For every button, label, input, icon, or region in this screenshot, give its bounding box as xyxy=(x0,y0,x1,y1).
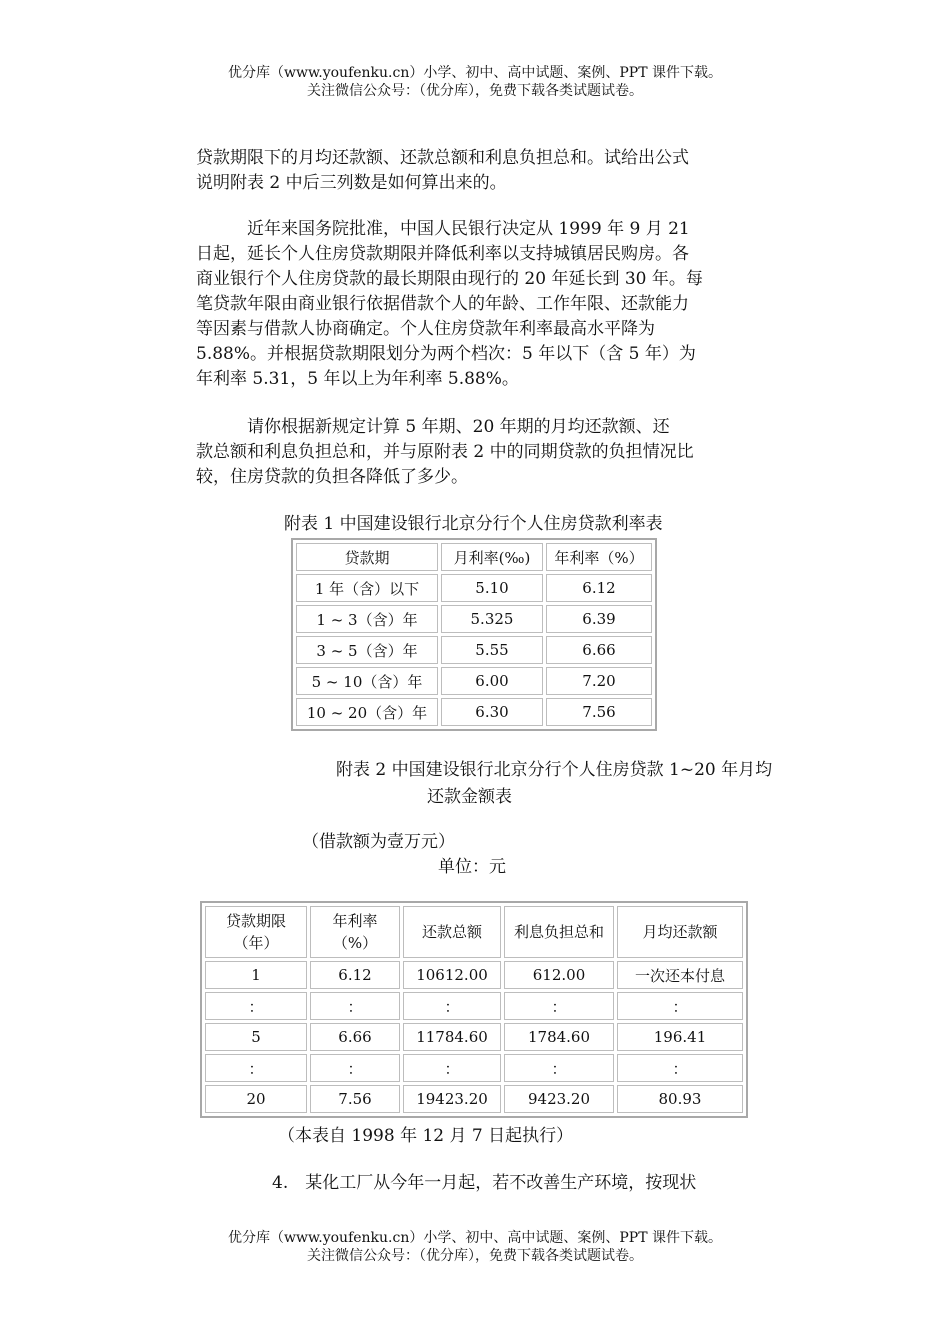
loan-amount-note: （借款额为壹万元） xyxy=(302,832,455,852)
header-cell: 月均还款额 xyxy=(617,906,743,958)
interest-rate-table xyxy=(291,538,657,731)
table-row xyxy=(296,605,652,633)
footer-line-2: 关注微信公众号：（优分库），免费下载各类试题试卷。 xyxy=(307,1248,643,1264)
table-cell: 20 xyxy=(205,1085,307,1113)
text-line: 近年来国务院批准，中国人民银行决定从 1999 年 9 月 21 xyxy=(196,219,690,239)
text-line: 笔贷款年限由商业银行依据借款个人的年龄、工作年限、还款能力 xyxy=(196,294,689,314)
table-cell: 1784.60 xyxy=(504,1023,614,1051)
table-1-caption: 附表 1 中国建设银行北京分行个人住房贷款利率表 xyxy=(284,514,663,534)
table-cell: 10 ~ 20（含）年 xyxy=(296,698,438,726)
table-cell: 9423.20 xyxy=(504,1085,614,1113)
text-line: 较，住房贷款的负担各降低了多少。 xyxy=(196,467,468,487)
table-row xyxy=(296,574,652,602)
header-cell: 利息负担总和 xyxy=(504,906,614,958)
footer-line-1: 优分库（www.youfenku.cn）小学、初中、高中试题、案例、PPT 课件下载。 xyxy=(227,1230,722,1246)
table-cell: 一次还本付息 xyxy=(617,961,743,989)
table-cell: 5 ~ 10（含）年 xyxy=(296,667,438,695)
text-line: 4. 某化工厂从今年一月起，若不改善生产环境，按现状 xyxy=(272,1173,697,1193)
table-cell: 6.66 xyxy=(310,1023,400,1051)
table-cell: 6.12 xyxy=(310,961,400,989)
table-header-row xyxy=(296,543,652,571)
table-cell: 5.55 xyxy=(441,636,543,664)
text-line: 贷款期限下的月均还款额、还款总额和利息负担总和。试给出公式 xyxy=(196,148,689,168)
table-row xyxy=(205,1023,743,1051)
header-cell: 年利率（%） xyxy=(546,543,652,571)
text-line: 商业银行个人住房贷款的最长期限由现行的 20 年延长到 30 年。每 xyxy=(196,269,703,289)
table-cell: 1 xyxy=(205,961,307,989)
table-cell: ： xyxy=(310,992,400,1020)
table-cell: 5.325 xyxy=(441,605,543,633)
page-header xyxy=(0,64,950,100)
table-cell: ： xyxy=(617,1054,743,1082)
header-cell: 年利率 （%） xyxy=(310,906,400,958)
text-line: 5.88%。并根据贷款期限划分为两个档次：5 年以下（含 5 年）为 xyxy=(196,344,696,364)
table-cell: ： xyxy=(403,992,501,1020)
table-row xyxy=(296,698,652,726)
table-cell: ： xyxy=(205,1054,307,1082)
header-cell: 贷款期 xyxy=(296,543,438,571)
table-cell: 7.20 xyxy=(546,667,652,695)
unit-label: 单位：元 xyxy=(438,857,506,877)
paragraph-1 xyxy=(196,146,761,196)
table-row xyxy=(205,1054,743,1082)
table-row xyxy=(296,636,652,664)
table-cell: 5.10 xyxy=(441,574,543,602)
table-cell: ： xyxy=(310,1054,400,1082)
table-row xyxy=(205,961,743,989)
table-cell: 7.56 xyxy=(310,1085,400,1113)
table-cell: 6.12 xyxy=(546,574,652,602)
table-row xyxy=(205,1085,743,1113)
header-line-2: 关注微信公众号：（优分库），免费下载各类试题试卷。 xyxy=(307,83,643,99)
header-line-1: 优分库（www.youfenku.cn）小学、初中、高中试题、案例、PPT 课件下载。 xyxy=(227,65,722,81)
table-cell: 1 ~ 3（含）年 xyxy=(296,605,438,633)
text-line: 等因素与借款人协商确定。个人住房贷款年利率最高水平降为 xyxy=(196,319,655,339)
table-cell: 612.00 xyxy=(504,961,614,989)
table-cell: 6.39 xyxy=(546,605,652,633)
table-cell: ： xyxy=(617,992,743,1020)
monthly-repayment-table xyxy=(200,901,748,1118)
table-cell: 10612.00 xyxy=(403,961,501,989)
table-cell: 196.41 xyxy=(617,1023,743,1051)
table-cell: ： xyxy=(403,1054,501,1082)
table-row xyxy=(205,992,743,1020)
table-cell: 7.56 xyxy=(546,698,652,726)
header-cell: 月利率(‰) xyxy=(441,543,543,571)
table-2-caption-cont: 还款金额表 xyxy=(427,787,512,807)
table-cell: ： xyxy=(504,1054,614,1082)
page-footer xyxy=(0,1229,950,1265)
paragraph-2 xyxy=(196,217,761,392)
table-header-row xyxy=(205,906,743,958)
text-line: 款总额和利息负担总和，并与原附表 2 中的同期贷款的负担情况比 xyxy=(196,442,694,462)
table-cell: ： xyxy=(504,992,614,1020)
table-cell: 80.93 xyxy=(617,1085,743,1113)
table-cell: 6.66 xyxy=(546,636,652,664)
text-line: 日起，延长个人住房贷款期限并降低利率以支持城镇居民购房。各 xyxy=(196,244,689,264)
text-line: 请你根据新规定计算 5 年期、20 年期的月均还款额、还 xyxy=(196,417,670,437)
text-line: 说明附表 2 中后三列数是如何算出来的。 xyxy=(196,173,507,193)
table-cell: 6.30 xyxy=(441,698,543,726)
table-cell: 1 年（含）以下 xyxy=(296,574,438,602)
table-2-caption: 附表 2 中国建设银行北京分行个人住房贷款 1~20 年月均 xyxy=(336,760,773,780)
table-2-footnote: （本表自 1998 年 12 月 7 日起执行） xyxy=(278,1126,574,1146)
header-cell: 贷款期限 （年） xyxy=(205,906,307,958)
table-cell: ： xyxy=(205,992,307,1020)
table-cell: 6.00 xyxy=(441,667,543,695)
table-cell: 3 ~ 5（含）年 xyxy=(296,636,438,664)
paragraph-3 xyxy=(196,415,761,490)
table-cell: 5 xyxy=(205,1023,307,1051)
table-row xyxy=(296,667,652,695)
table-cell: 11784.60 xyxy=(403,1023,501,1051)
table-cell: 19423.20 xyxy=(403,1085,501,1113)
paragraph-4 xyxy=(272,1171,762,1196)
header-cell: 还款总额 xyxy=(403,906,501,958)
text-line: 年利率 5.31，5 年以上为年利率 5.88%。 xyxy=(196,369,519,389)
